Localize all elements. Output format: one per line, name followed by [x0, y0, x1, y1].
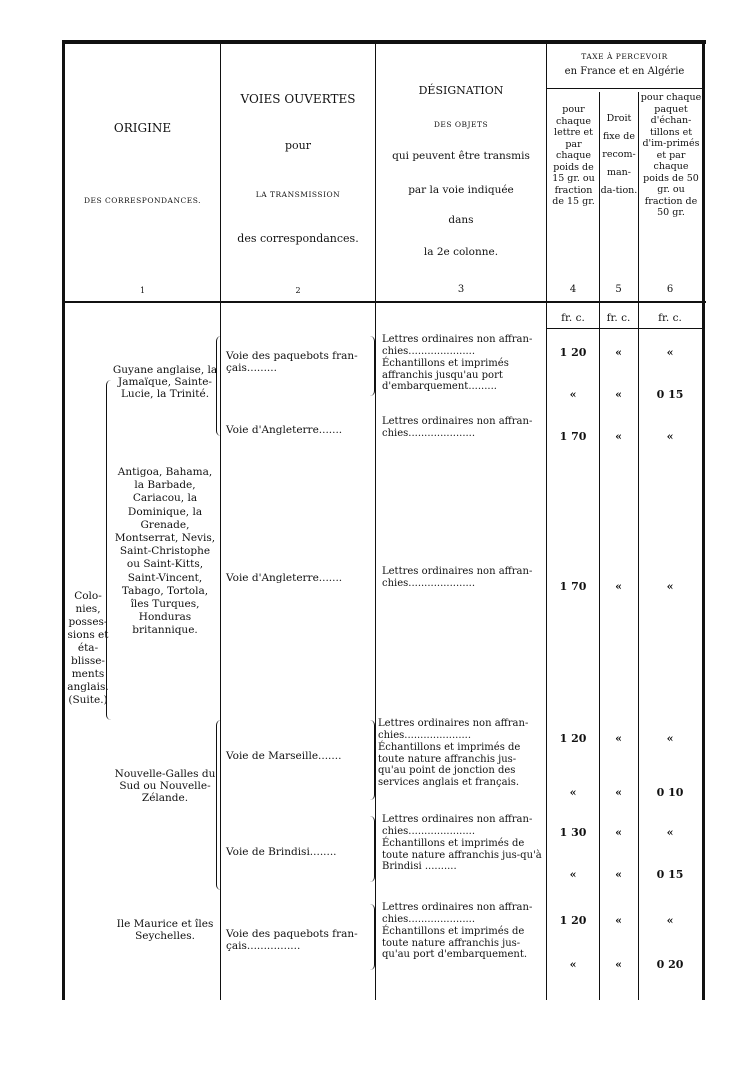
value: 0 10 — [656, 786, 684, 799]
col2-num: 2 — [295, 286, 301, 295]
value: « — [615, 580, 622, 593]
value: « — [615, 430, 622, 443]
value: « — [615, 732, 622, 745]
value: 0 15 — [656, 388, 684, 401]
route-5: Voie de Brindisi........ — [226, 846, 337, 858]
unit-col5: fr. c. — [606, 312, 631, 324]
routes-brace-1 — [216, 336, 221, 436]
items-brace-5 — [370, 816, 375, 882]
value: « — [666, 430, 674, 443]
value: « — [569, 868, 577, 881]
item-4a: Lettres ordinaires non affran-chies..................... — [378, 718, 529, 741]
value: « — [569, 786, 577, 799]
col3-l5: dans — [448, 214, 474, 226]
units-rule — [547, 328, 702, 329]
value: « — [615, 958, 622, 971]
items-brace-1 — [370, 336, 375, 396]
col3-l4: par la voie indiquée — [408, 184, 514, 196]
col2-l2: pour — [284, 139, 311, 152]
taxe-rule — [547, 88, 702, 89]
taxe-title: TAXE À PERCEVOIR — [581, 52, 668, 61]
value: « — [569, 958, 577, 971]
col4-num: 4 — [569, 284, 577, 295]
col2-l3: LA TRANSMISSION — [255, 190, 341, 199]
col3-l3: qui peuvent être transmis — [392, 150, 530, 162]
origin-maurice: Ile Maurice et îles Seychelles. — [116, 918, 214, 942]
value: « — [615, 388, 622, 401]
value: 1 30 — [559, 826, 587, 839]
route-6: Voie des paquebots fran-çais................ — [226, 928, 358, 952]
unit-col6: fr. c. — [658, 312, 682, 324]
routes-brace-2 — [216, 720, 221, 890]
col3-l6: la 2e colonne. — [423, 246, 499, 258]
value: 1 70 — [559, 430, 587, 443]
col1-num: 1 — [139, 286, 146, 295]
value: 0 20 — [656, 958, 684, 971]
col-divider-3 — [546, 44, 547, 1000]
col6-header: pour chaque paquet d'échan-tillons et d'im-primés et par chaque poids de 50 gr. ou fraction de 50 gr. — [640, 92, 702, 218]
left-border — [62, 40, 65, 1000]
value: « — [615, 914, 622, 927]
origin-antigoa: Antigoa, Bahama, la Barbade, Cariacou, la Dominique, la Grenade, Montserrat, Nevis, Saint-Christophe ou Saint-Kitts, Saint-Vincent, Tabago, Tortola, îles Turques, Honduras britannique. — [114, 466, 216, 637]
item-3: Lettres ordinaires non affran-chies..................... — [382, 566, 533, 589]
value: « — [666, 914, 674, 927]
col-divider-4 — [599, 92, 600, 1000]
top-rule — [62, 40, 706, 44]
col-divider-5 — [638, 92, 639, 1000]
group-label: Colo-nies, posses-sions et éta-blisse-ments anglais. (Suite.) — [67, 590, 109, 706]
col3-l2: DES OBJETS — [433, 120, 489, 129]
col5-num: 5 — [615, 284, 622, 295]
value: « — [666, 826, 674, 839]
value: « — [569, 388, 577, 401]
value: « — [615, 346, 622, 359]
item-1a: Lettres ordinaires non affran-chies..................... — [382, 334, 533, 357]
value: « — [666, 580, 674, 593]
col1-sub: DES CORRESPONDANCES. — [83, 196, 202, 205]
value: « — [666, 732, 674, 745]
value: « — [615, 786, 622, 799]
items-brace-4 — [370, 720, 375, 800]
right-border — [702, 40, 705, 1000]
col3-title: DÉSIGNATION — [418, 84, 504, 97]
route-2: Voie d'Angleterre....... — [226, 424, 343, 436]
col4-header: pour chaque lettre et par chaque poids de 15 gr. ou fraction de 15 gr. — [552, 104, 595, 207]
col5-header: Droit fixe de recom-man-da-tion. — [600, 113, 638, 196]
route-3: Voie d'Angleterre....... — [226, 572, 343, 584]
item-5b: Échantillons et imprimés de toute nature affranchis jus-qu'à Brindisi .......... — [382, 838, 542, 872]
item-6a: Lettres ordinaires non affran-chies..................... — [382, 902, 533, 925]
group-brace — [106, 380, 111, 720]
value: 1 20 — [559, 732, 587, 745]
item-4b: Échantillons et imprimés de toute nature affranchis jus-qu'au point de jonction des services anglais et français. — [378, 742, 521, 788]
item-2: Lettres ordinaires non affran-chies..................... — [382, 416, 533, 439]
value: « — [666, 346, 674, 359]
route-1: Voie des paquebots fran-çais......... — [226, 350, 358, 374]
unit-col4: fr. c. — [561, 312, 585, 324]
origin-nouvelle-galles: Nouvelle-Galles du Sud ou Nouvelle-Zélande. — [114, 768, 216, 804]
taxe-subtitle: en France et en Algérie — [564, 66, 685, 77]
value: 1 20 — [559, 346, 587, 359]
col3-num: 3 — [457, 284, 465, 295]
value: 1 20 — [559, 914, 587, 927]
col1-title: ORIGINE — [113, 121, 172, 135]
items-brace-6 — [370, 904, 375, 970]
value: 0 15 — [656, 868, 684, 881]
header-rule — [62, 301, 706, 303]
value: « — [615, 868, 622, 881]
col2-title: VOIES OUVERTES — [240, 92, 356, 106]
value: 1 70 — [559, 580, 587, 593]
item-1b: Échantillons et imprimés affranchis jusqu'au port d'embarquement......... — [382, 358, 509, 392]
value: « — [615, 826, 622, 839]
origin-guyane: Guyane anglaise, la Jamaïque, Sainte-Lucie, la Trinité. — [112, 364, 218, 400]
route-4: Voie de Marseille....... — [226, 750, 342, 762]
item-6b: Échantillons et imprimés de toute nature affranchis jus-qu'au port d'embarquement. — [382, 926, 528, 960]
col6-num: 6 — [666, 284, 674, 295]
col2-l4: des correspondances. — [237, 232, 359, 245]
item-5a: Lettres ordinaires non affran-chies..................... — [382, 814, 533, 837]
